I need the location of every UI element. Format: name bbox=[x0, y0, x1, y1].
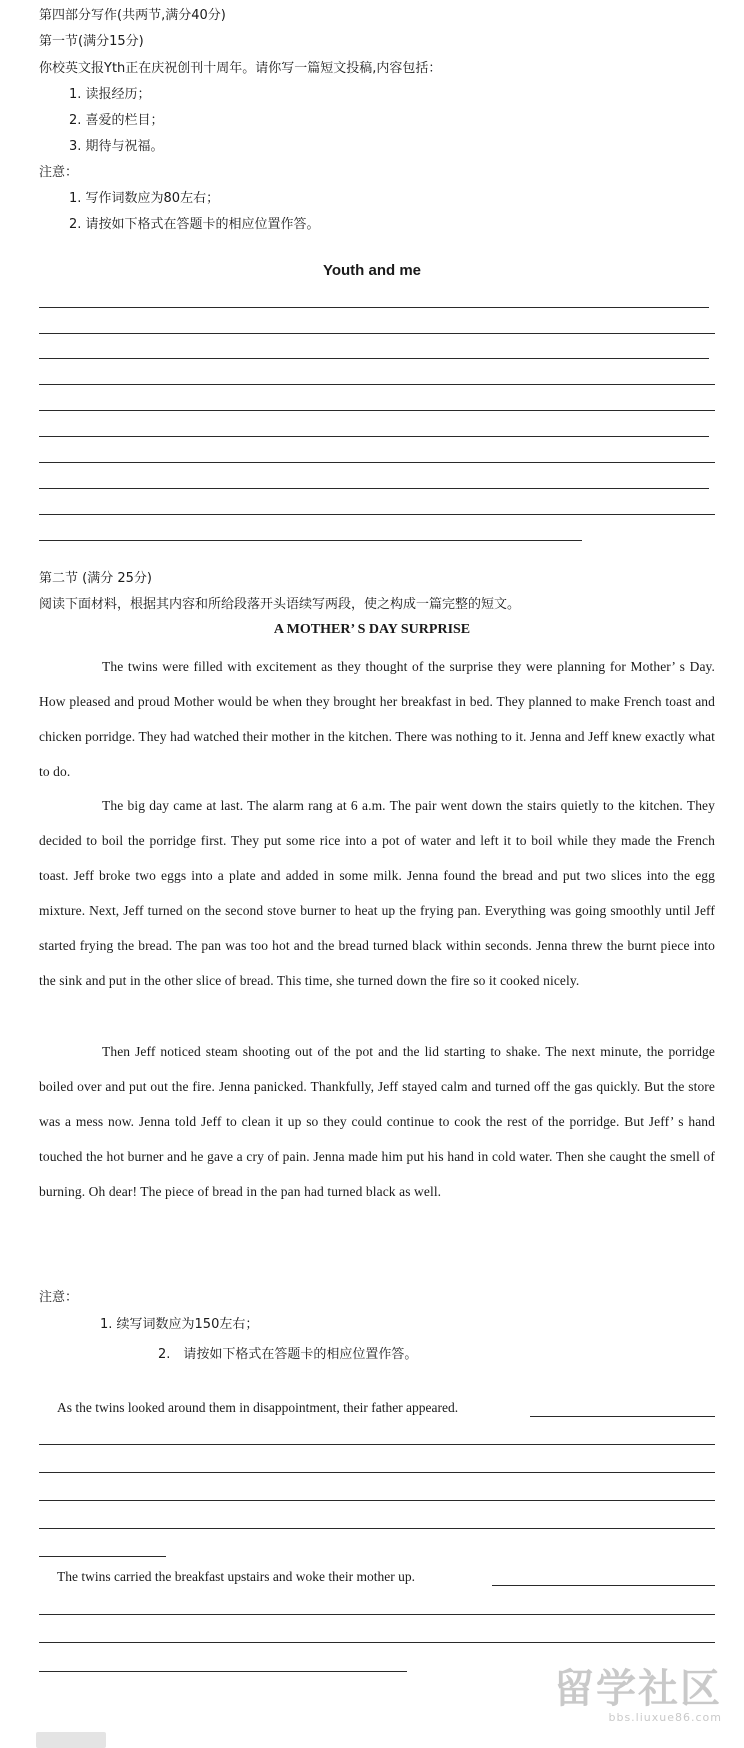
note-1: 1. 写作词数应为80左右； bbox=[69, 191, 220, 206]
answer-line bbox=[39, 1528, 715, 1529]
content-point-2: 2. 喜爱的栏目； bbox=[69, 113, 164, 128]
paragraph-starter-1: As the twins looked around them in disappointment, their father appeared. bbox=[57, 1400, 459, 1415]
blurred-footer bbox=[36, 1732, 106, 1748]
answer-line bbox=[39, 1444, 715, 1445]
writing-line bbox=[39, 358, 709, 359]
essay-title: Youth and me bbox=[322, 262, 422, 279]
note-2: 2. 请按如下格式在答题卡的相应位置作答。 bbox=[69, 217, 320, 232]
notes-label-2: 注意： bbox=[39, 1290, 79, 1305]
writing-line bbox=[39, 488, 709, 489]
writing-line bbox=[39, 514, 715, 515]
answer-line bbox=[492, 1585, 715, 1586]
answer-line bbox=[39, 1671, 407, 1672]
section1-prompt: 你校英文报Yth正在庆祝创刊十周年。请你写一篇短文投稿,内容包括： bbox=[39, 61, 442, 76]
section2-heading: 第二节 (满分 25分) bbox=[39, 571, 152, 586]
story-paragraph-1: The twins were filled with excitement as they thought of the surprise they were planning for Mother’ s Day. How pleased and proud Mother would be when they brought her breakfast in bed. They planned to make French toast and chicken porridge. They had watched their mother in the kitchen. There was nothing to it. Jenna and Jeff knew exactly what to do. bbox=[39, 659, 715, 779]
writing-line bbox=[39, 307, 709, 308]
writing-line bbox=[39, 333, 715, 334]
answer-line bbox=[39, 1472, 715, 1473]
answer-line bbox=[39, 1556, 166, 1557]
part-heading: 第四部分写作(共两节,满分40分) bbox=[39, 8, 226, 23]
content-point-3: 3. 期待与祝福。 bbox=[69, 139, 164, 154]
note-2-2: 2. 请按如下格式在答题卡的相应位置作答。 bbox=[158, 1347, 418, 1362]
paragraph-starter-2: The twins carried the breakfast upstairs and woke their mother up. bbox=[57, 1569, 416, 1584]
writing-line bbox=[39, 384, 715, 385]
section2-instruction: 阅读下面材料，根据其内容和所给段落开头语续写两段，使之构成一篇完整的短文。 bbox=[39, 597, 521, 612]
story-paragraph-3: Then Jeff noticed steam shooting out of the pot and the lid starting to shake. The next minute, the porridge boiled over and put out the fire. Jenna panicked. Thankfully, Jeff stayed calm and turned off the gas quickly. But the store was a mess now. Jenna told Jeff to clean it up so they could continue to cook the rest of the porridge. But Jeff’ s hand touched the hot burner and he gave a cry of pain. Jenna made him put his hand in cold water. Then she caught the smell of burning. Oh dear! The piece of bread in the pan had turned black as well. bbox=[39, 1044, 715, 1199]
answer-line bbox=[39, 1614, 715, 1615]
story-paragraph-2: The big day came at last. The alarm rang at 6 a.m. The pair went down the stairs quietly to the kitchen. They decided to boil the porridge first. They put some rice into a pot of water and left it to boil while they made the French toast. Jeff broke two eggs into a plate and added in some milk. Jenna found the bread and put two slices into the egg mixture. Next, Jeff turned on the second stove burner to heat up the frying pan. Everything was going smoothly until Jeff started frying the bread. The pan was too hot and the bread turned black within seconds. Jenna threw the burnt piece into the sink and put in the other slice of bread. This time, she turned down the fire so it cooked nicely. bbox=[39, 798, 715, 988]
writing-line bbox=[39, 540, 582, 541]
writing-line bbox=[39, 436, 709, 437]
section1-heading: 第一节(满分15分) bbox=[39, 34, 144, 49]
answer-line bbox=[39, 1500, 715, 1501]
writing-line bbox=[39, 462, 715, 463]
story-title: A MOTHER’ S DAY SURPRISE bbox=[273, 622, 471, 637]
answer-line bbox=[530, 1416, 715, 1417]
note-2-1: 1. 续写词数应为150左右； bbox=[100, 1317, 259, 1332]
content-point-1: 1. 读报经历； bbox=[69, 87, 151, 102]
writing-line bbox=[39, 410, 715, 411]
watermark-logo bbox=[554, 1667, 722, 1724]
notes-label: 注意： bbox=[39, 165, 79, 180]
watermark-url: bbs.liuxue86.com bbox=[608, 1711, 722, 1724]
watermark-text: 留学社区 bbox=[554, 1666, 722, 1712]
answer-line bbox=[39, 1642, 715, 1643]
